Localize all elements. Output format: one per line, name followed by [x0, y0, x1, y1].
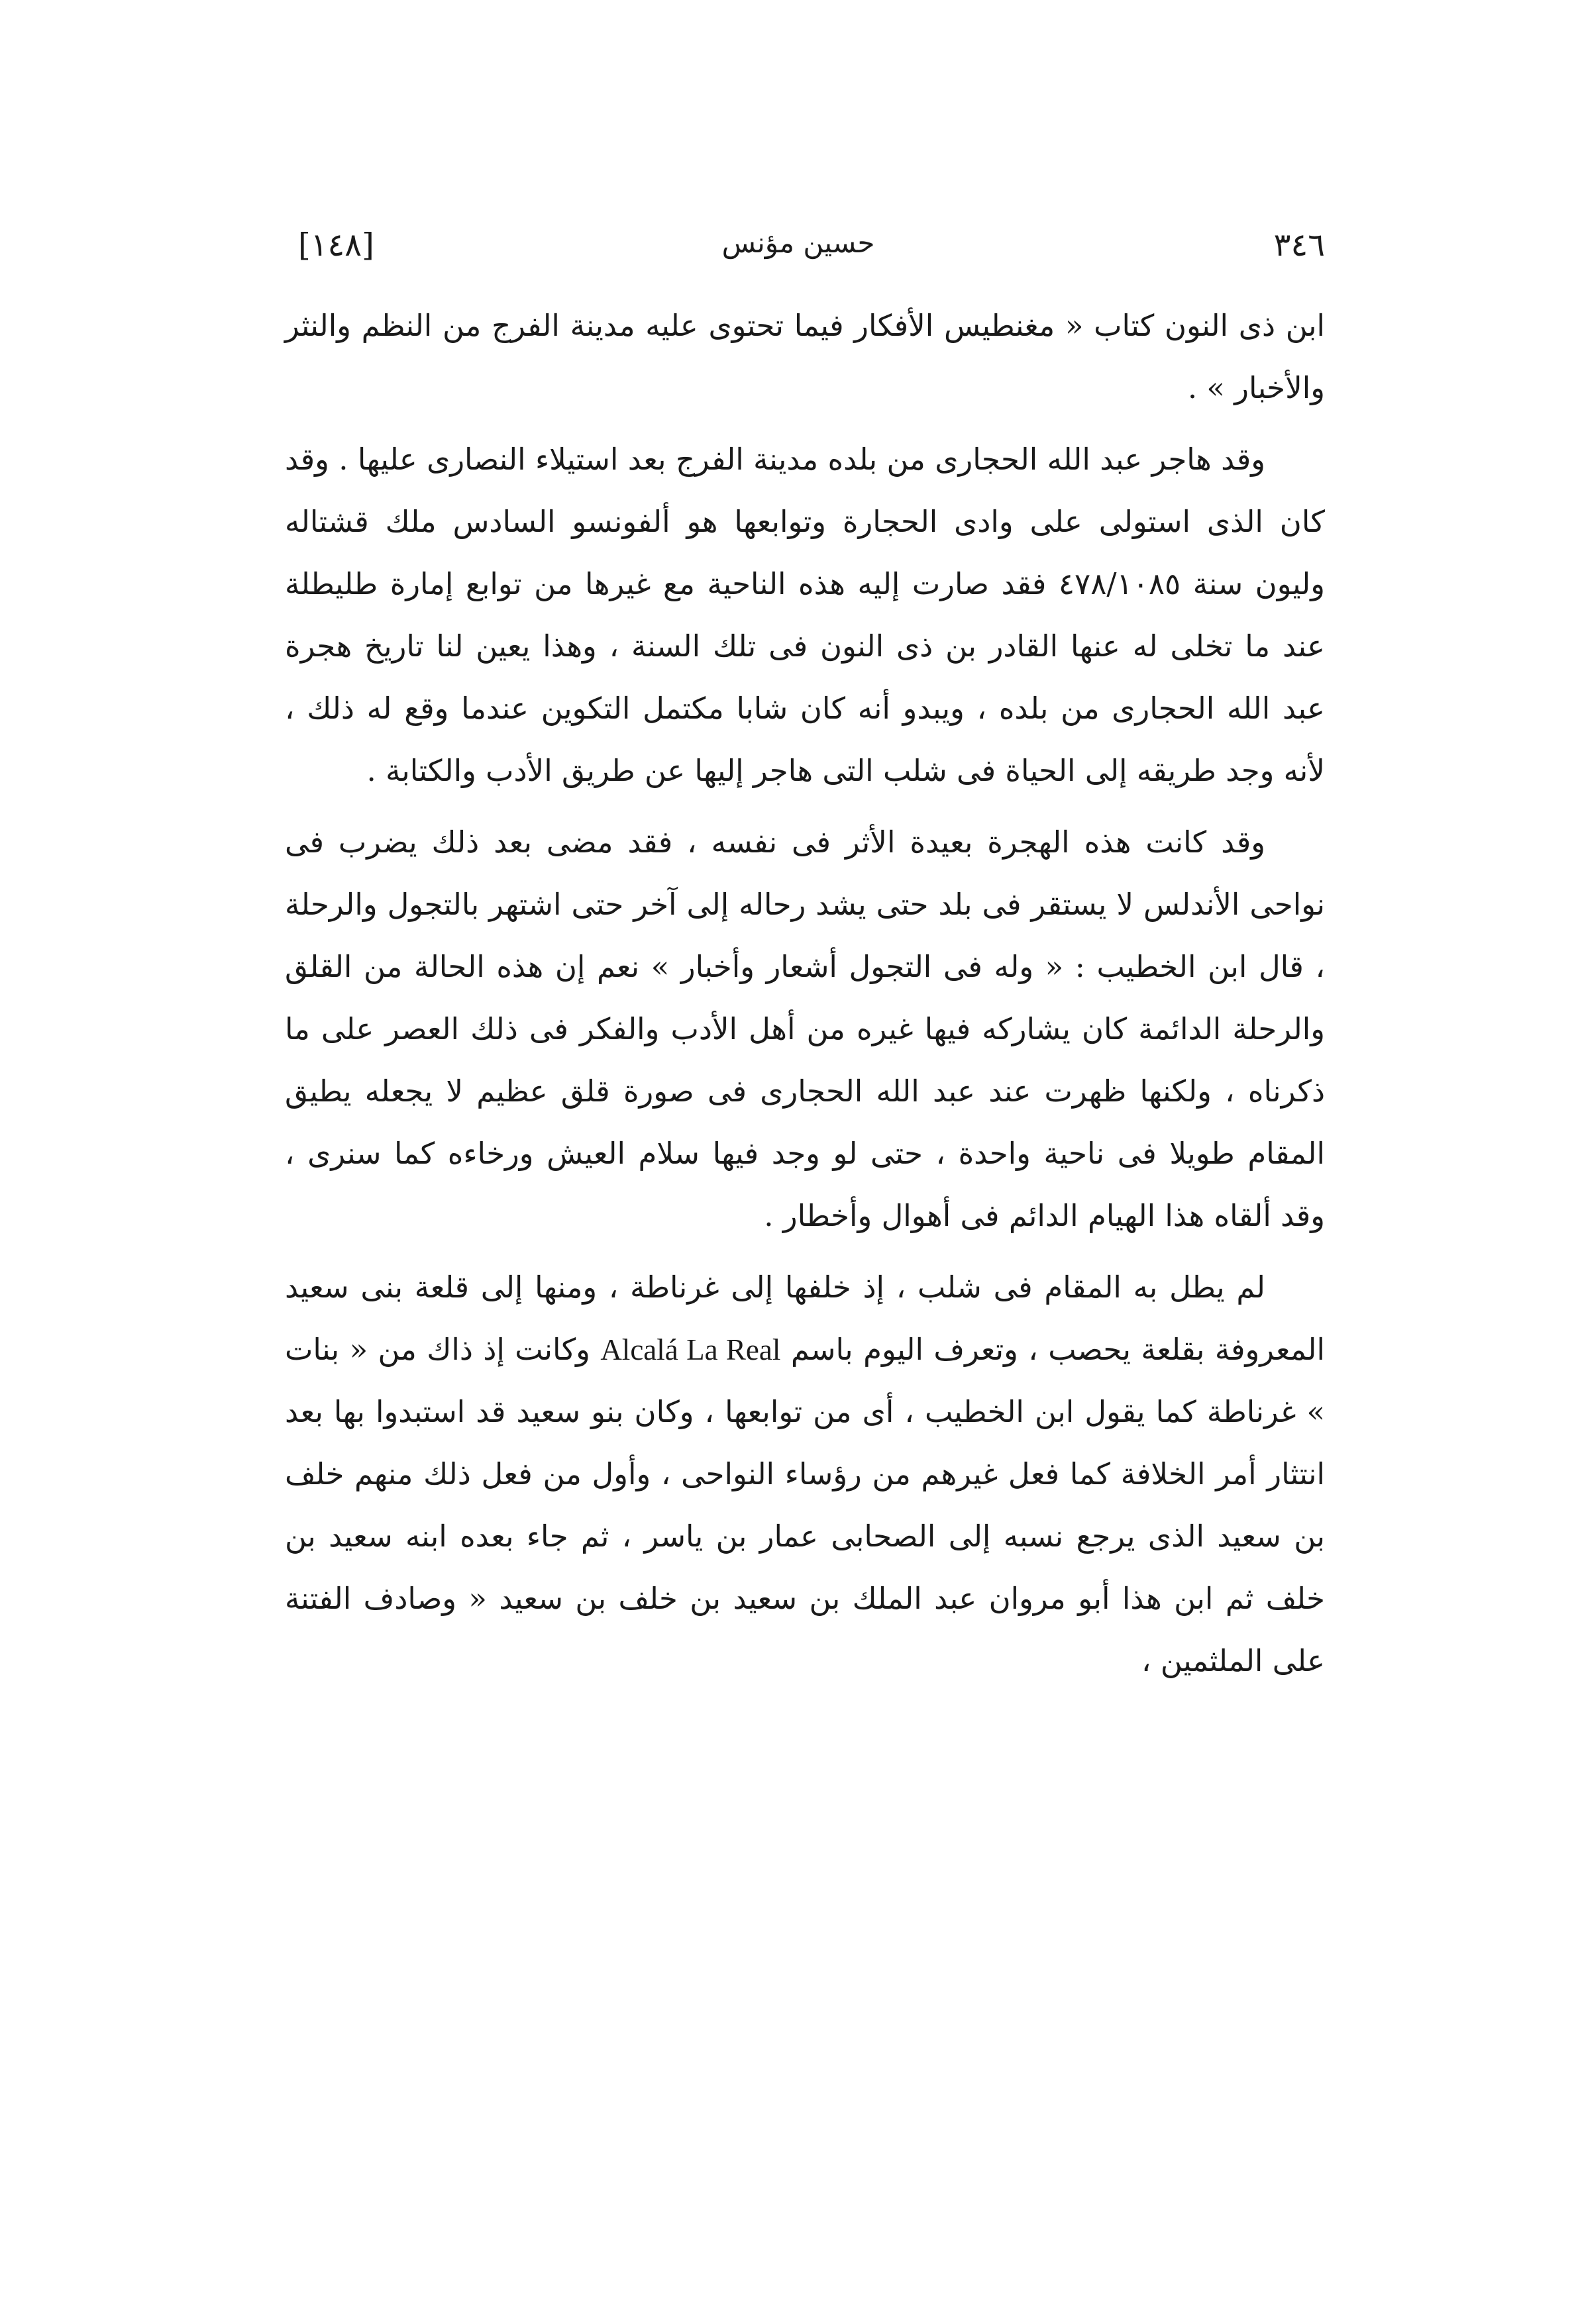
page-number: ٣٤٦: [1273, 227, 1325, 264]
body-text: [285, 295, 1325, 1701]
paragraph-3: وقد كانت هذه الهجرة بعيدة الأثر فى نفسه ، فقد مضى بعد ذلك يضرب فى نواحى الأندلس لا يستقر فى بلد حتى يشد رحاله إلى آخر حتى اشتهر بالتجول والرحلة ، قال ابن الخطيب : « وله فى التجول أشعار وأخبار » نعم إن هذه الحالة من القلق والرحلة الدائمة كان يشاركه فيها غيره من أهل الأدب والفكر فى ذلك العصر على ما ذكرناه ، ولكنها ظهرت عند عبد الله الحجارى فى صورة قلق عظيم لا يجعله يطيق المقام طويلا فى ناحية واحدة ، حتى لو وجد فيها سلام العيش ورخاءه كما سنرى ، وقد ألقاه هذا الهيام الدائم فى أهوال وأخطار .: [285, 825, 1325, 1233]
page-header: [272, 220, 1325, 279]
paragraph-4-part-1: لم يطل به المقام فى شلب ، إذ خلفها إلى غرناطة ، ومنها إلى قلعة بنى سعيد المعروفة بقلعة يحصب ، وتعرف اليوم باسم: [285, 1270, 1325, 1367]
latin-place-name: Alcalá La Real: [600, 1333, 781, 1366]
paragraph-2: وقد هاجر عبد الله الحجارى من بلده مدينة الفرج بعد استيلاء النصارى عليها . وقد كان الذى استولى على وادى الحجارة وتوابعها هو ألفونسو السادس ملك قشتاله وليون سنة ٤٧٨/١٠٨٥ فقد صارت إليه هذه الناحية مع غيرها من توابع إمارة طليطلة عند ما تخلى له عنها القادر بن ذى النون فى تلك السنة ، وهذا يعين لنا تاريخ هجرة عبد الله الحجارى من بلده ، ويبدو أنه كان شابا مكتمل التكوين عندما وقع له ذلك ، لأنه وجد طريقه إلى الحياة فى شلب التى هاجر إليها عن طريق الأدب والكتابة .: [285, 442, 1325, 788]
paragraph-4: [285, 1256, 1325, 1692]
original-page-number: [١٤٨]: [298, 227, 374, 264]
running-title: حسين مؤنس: [721, 227, 875, 259]
paragraph-1: ابن ذى النون كتاب « مغنطيس الأفكار فيما تحتوى عليه مدينة الفرج من النظم والنثر والأخبار » .: [285, 308, 1325, 405]
paragraph-4-part-2: وكانت إذ ذاك من « بنات » غرناطة كما يقول ابن الخطيب ، أى من توابعها ، وكان بنو سعيد قد استبدوا بها بعد انتثار أمر الخلافة كما فعل غيرهم من رؤساء النواحى ، وأول من فعل ذلك منهم خلف بن سعيد الذى يرجع نسبه إلى الصحابى عمار بن ياسر ، ثم جاء بعده ابنه سعيد بن خلف ثم ابن هذا أبو مروان عبد الملك بن سعيد بن خلف بن سعيد « وصادف الفتنة على الملثمين ،: [285, 1332, 1325, 1678]
